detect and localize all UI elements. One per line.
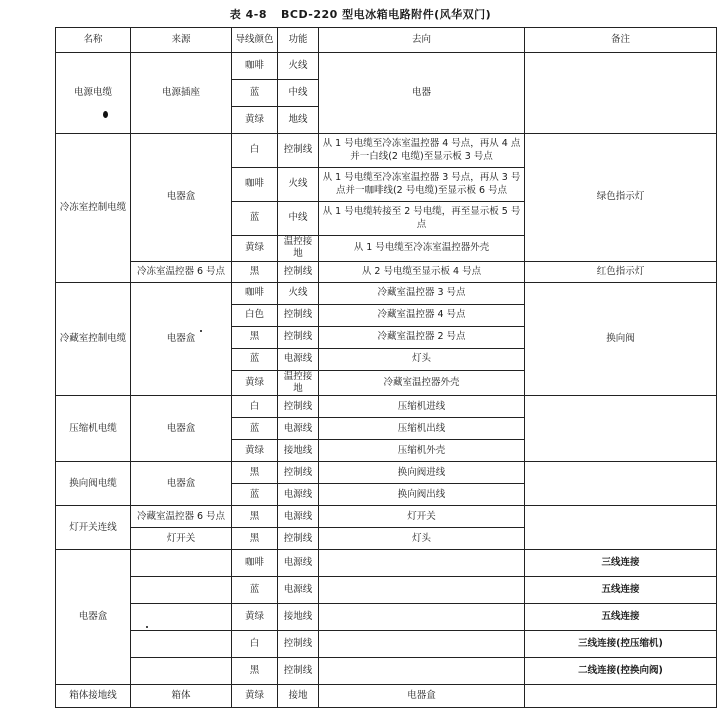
function-cell: 中线 (278, 80, 319, 107)
dest-cell: 压缩机进线 (319, 396, 525, 418)
function-cell: 控制线 (278, 134, 319, 168)
note-cell: 五线连接 (525, 604, 717, 631)
function-cell: 电源线 (278, 577, 319, 604)
function-cell: 电源线 (278, 484, 319, 506)
source-cell (131, 550, 232, 577)
note-cell: 三线连接 (525, 550, 717, 577)
note-cell (525, 396, 717, 462)
header-note: 备注 (525, 28, 717, 53)
table-number: 表 4-8 (229, 8, 267, 21)
color-cell: 黑 (232, 506, 278, 528)
color-cell: 黄绿 (232, 440, 278, 462)
table-row (56, 685, 717, 708)
note-cell: 二线连接(控换向阀) (525, 658, 717, 685)
color-cell: 咖啡 (232, 168, 278, 202)
group-name: 冷藏室控制电缆 (56, 282, 131, 396)
color-cell: 白 (232, 134, 278, 168)
note-cell: 三线连接(控压缩机) (525, 631, 717, 658)
group-name: 冷冻室控制电缆 (56, 134, 131, 283)
source-cell (131, 631, 232, 658)
color-cell: 蓝 (232, 80, 278, 107)
table-row (56, 658, 717, 685)
color-cell: 白色 (232, 304, 278, 326)
note-cell (525, 53, 717, 134)
dest-cell: 电器盒 (319, 685, 525, 708)
color-cell: 蓝 (232, 202, 278, 236)
color-cell: 蓝 (232, 348, 278, 370)
dest-cell (319, 577, 525, 604)
dest-cell: 换向阀出线 (319, 484, 525, 506)
header-wire-color: 导线颜色 (232, 28, 278, 53)
table-caption (0, 6, 721, 22)
color-cell: 黑 (232, 261, 278, 282)
dest-cell: 冷藏室温控器 3 号点 (319, 282, 525, 304)
group-name: 压缩机电缆 (56, 396, 131, 462)
color-cell: 黄绿 (232, 604, 278, 631)
color-cell: 白 (232, 396, 278, 418)
function-cell: 中线 (278, 202, 319, 236)
dest-cell: 灯头 (319, 528, 525, 550)
function-cell: 电源线 (278, 418, 319, 440)
color-cell: 黑 (232, 528, 278, 550)
header-source: 来源 (131, 28, 232, 53)
note-cell: 红色指示灯 (525, 261, 717, 282)
color-cell: 咖啡 (232, 282, 278, 304)
header-row (56, 28, 717, 53)
color-cell: 白 (232, 631, 278, 658)
dest-cell: 从 1 号电缆至冷冻室温控器 4 号点，再从 4 点并一白线(2 电缆)至显示板 3 号点 (319, 134, 525, 168)
function-cell: 火线 (278, 168, 319, 202)
source-cell: 电器盒 (131, 282, 232, 396)
source-cell: 电器盒 (131, 462, 232, 506)
source-cell (131, 658, 232, 685)
function-cell: 接地 (278, 685, 319, 708)
color-cell: 黑 (232, 462, 278, 484)
dest-cell: 灯头 (319, 348, 525, 370)
dest-cell (319, 550, 525, 577)
function-cell: 控制线 (278, 326, 319, 348)
function-cell: 火线 (278, 282, 319, 304)
table-row (56, 631, 717, 658)
dest-cell: 冷藏室温控器 4 号点 (319, 304, 525, 326)
color-cell: 黑 (232, 658, 278, 685)
function-cell: 接地线 (278, 604, 319, 631)
note-cell: 五线连接 (525, 577, 717, 604)
dest-cell: 从 1 号电缆转接至 2 号电缆，再至显示板 5 号点 (319, 202, 525, 236)
dest-cell (319, 658, 525, 685)
color-cell: 蓝 (232, 577, 278, 604)
dest-cell: 冷藏室温控器 2 号点 (319, 326, 525, 348)
source-cell: 灯开关 (131, 528, 232, 550)
note-cell (525, 685, 717, 708)
function-cell: 温控接地 (278, 236, 319, 262)
function-cell: 控制线 (278, 528, 319, 550)
function-cell: 控制线 (278, 304, 319, 326)
ink-speck (103, 111, 108, 118)
table-row (56, 261, 717, 282)
dest-cell: 从 2 号电缆至显示板 4 号点 (319, 261, 525, 282)
table-row (56, 506, 717, 528)
function-cell: 温控接地 (278, 370, 319, 396)
note-cell (525, 462, 717, 506)
function-cell: 控制线 (278, 396, 319, 418)
color-cell: 蓝 (232, 484, 278, 506)
table-row (56, 53, 717, 80)
table-row (56, 577, 717, 604)
source-cell: 电器盒 (131, 396, 232, 462)
function-cell: 电源线 (278, 506, 319, 528)
function-cell: 火线 (278, 53, 319, 80)
color-cell: 黄绿 (232, 236, 278, 262)
color-cell: 黄绿 (232, 370, 278, 396)
group-name: 换向阀电缆 (56, 462, 131, 506)
dest-cell: 冷藏室温控器外壳 (319, 370, 525, 396)
header-name: 名称 (56, 28, 131, 53)
dest-cell: 换向阀进线 (319, 462, 525, 484)
function-cell: 控制线 (278, 261, 319, 282)
table-title: BCD-220 型电冰箱电路附件(风华双门) (281, 8, 492, 21)
ink-speck (200, 330, 202, 332)
group-name: 电源电缆 (56, 53, 131, 134)
source-cell: 电器盒 (131, 134, 232, 262)
group-name: 电器盒 (56, 550, 131, 685)
color-cell: 黑 (232, 326, 278, 348)
table-row (56, 282, 717, 304)
source-cell: 电源插座 (131, 53, 232, 134)
color-cell: 咖啡 (232, 550, 278, 577)
ink-speck (146, 626, 148, 628)
color-cell: 蓝 (232, 418, 278, 440)
group-name: 灯开关连线 (56, 506, 131, 550)
source-cell: 箱体 (131, 685, 232, 708)
function-cell: 控制线 (278, 462, 319, 484)
note-cell: 绿色指示灯 (525, 134, 717, 262)
function-cell: 控制线 (278, 631, 319, 658)
table-row (56, 462, 717, 484)
dest-cell: 压缩机外壳 (319, 440, 525, 462)
table-row (56, 134, 717, 168)
dest-cell (319, 604, 525, 631)
dest-cell: 压缩机出线 (319, 418, 525, 440)
header-destination: 去向 (319, 28, 525, 53)
note-cell (525, 506, 717, 550)
color-cell: 咖啡 (232, 53, 278, 80)
wiring-table (55, 27, 717, 708)
note-cell: 换向阀 (525, 282, 717, 396)
table-row (56, 550, 717, 577)
header-function: 功能 (278, 28, 319, 53)
dest-cell: 电器 (319, 53, 525, 134)
dest-cell: 从 1 号电缆至冷冻室温控器外壳 (319, 236, 525, 262)
function-cell: 接地线 (278, 440, 319, 462)
dest-cell: 灯开关 (319, 506, 525, 528)
function-cell: 电源线 (278, 348, 319, 370)
table-row (56, 604, 717, 631)
color-cell: 黄绿 (232, 685, 278, 708)
dest-cell (319, 631, 525, 658)
source-cell (131, 577, 232, 604)
color-cell: 黄绿 (232, 107, 278, 134)
source-cell: 冷冻室温控器 6 号点 (131, 261, 232, 282)
function-cell: 地线 (278, 107, 319, 134)
group-name: 箱体接地线 (56, 685, 131, 708)
function-cell: 控制线 (278, 658, 319, 685)
dest-cell: 从 1 号电缆至冷冻室温控器 3 号点，再从 3 号点并一咖啡线(2 号电缆)至显示板 6 号点 (319, 168, 525, 202)
table-row (56, 396, 717, 418)
function-cell: 电源线 (278, 550, 319, 577)
source-cell: 冷藏室温控器 6 号点 (131, 506, 232, 528)
